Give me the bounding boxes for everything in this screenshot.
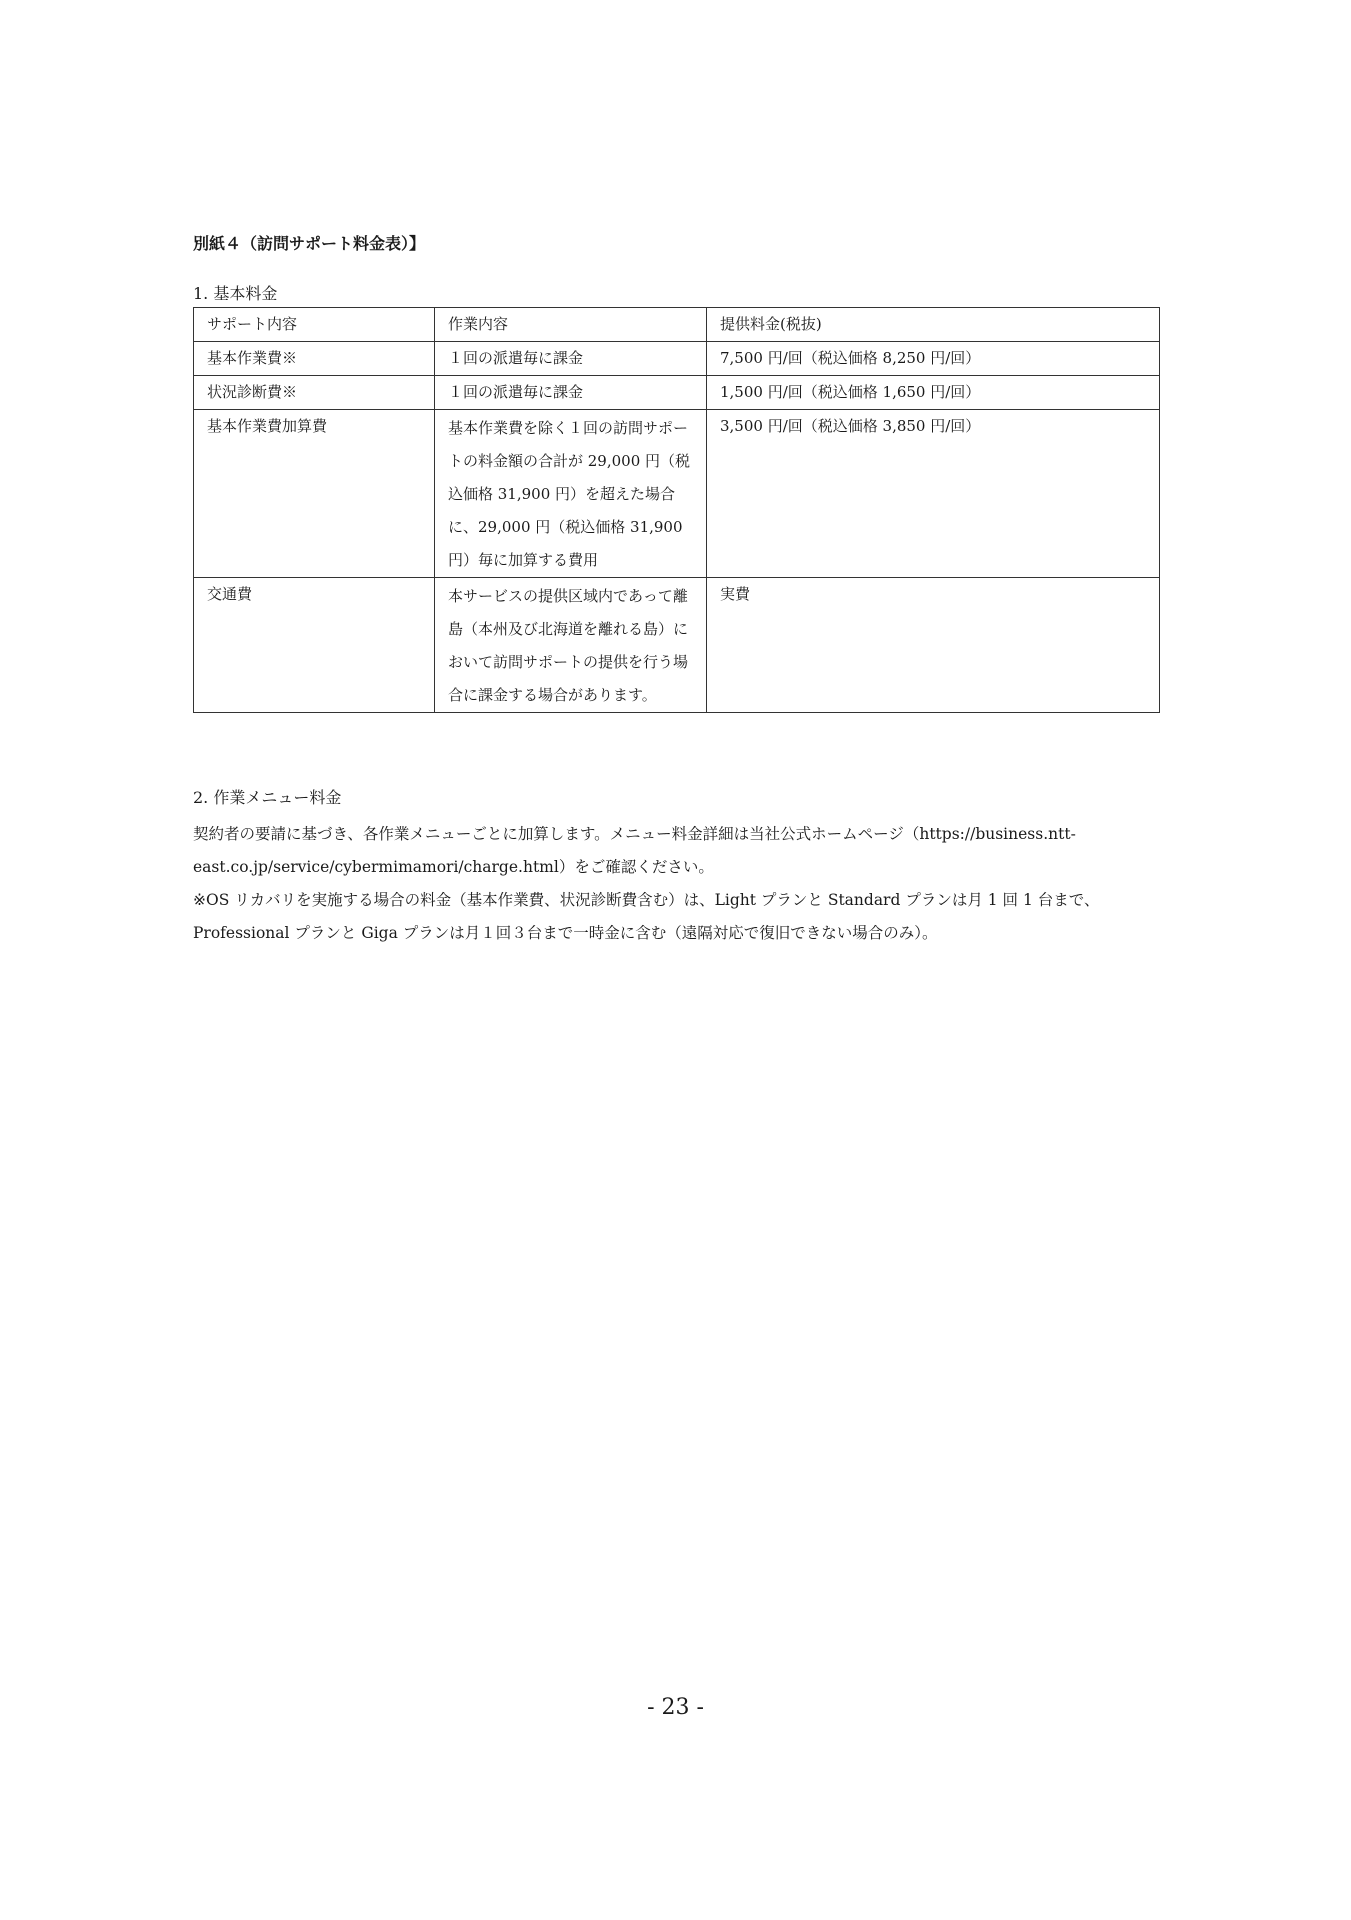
column-header-fee: 提供料金(税抜) xyxy=(707,308,1160,342)
cell-work-content: 基本作業費を除く１回の訪問サポートの料金額の合計が 29,000 円（税込価格 31,900 円）を超えた場合に、29,000 円（税込価格 31,900 円）毎に加算する費用 xyxy=(435,410,707,578)
document-heading: 別紙４（訪問サポート料金表）】 xyxy=(193,234,426,253)
table-row xyxy=(194,410,1160,578)
cell-support-item: 交通費 xyxy=(194,578,435,713)
column-header-work: 作業内容 xyxy=(435,308,707,342)
cell-support-item: 基本作業費加算費 xyxy=(194,410,435,578)
table-row xyxy=(194,578,1160,713)
table-row xyxy=(194,342,1160,376)
os-recovery-note: ※OS リカバリを実施する場合の料金（基本作業費、状況診断費含む）は、Light プランと Standard プランは月 1 回 1 台まで、Professional プランと Giga プランは月１回３台まで一時金に含む（遠隔対応で復旧できない場合のみ）。 xyxy=(193,891,1100,942)
cell-work-content: １回の派遣毎に課金 xyxy=(435,342,707,376)
section-2-body xyxy=(193,818,1159,950)
cell-fee: 実費 xyxy=(707,578,1160,713)
table-row xyxy=(194,376,1160,410)
page-number: - 23 - xyxy=(647,1695,704,1720)
cell-work-content: １回の派遣毎に課金 xyxy=(435,376,707,410)
cell-support-item: 状況診断費※ xyxy=(194,376,435,410)
section-2-title: 2. 作業メニュー料金 xyxy=(193,788,342,807)
cell-support-item: 基本作業費※ xyxy=(194,342,435,376)
column-header-support: サポート内容 xyxy=(194,308,435,342)
cell-work-content: 本サービスの提供区域内であって離島（本州及び北海道を離れる島）において訪問サポートの提供を行う場合に課金する場合があります。 xyxy=(435,578,707,713)
fee-table xyxy=(193,307,1160,713)
cell-fee: 7,500 円/回（税込価格 8,250 円/回） xyxy=(707,342,1160,376)
section-1-title: 1. 基本料金 xyxy=(193,284,278,303)
cell-fee: 1,500 円/回（税込価格 1,650 円/回） xyxy=(707,376,1160,410)
menu-fee-paragraph: 契約者の要請に基づき、各作業メニューごとに加算します。メニュー料金詳細は当社公式ホームページ（https://business.ntt-east.co.jp/service/cybermimamori/charge.html）をご確認ください。 xyxy=(193,825,1076,876)
fee-table-header-row xyxy=(194,308,1160,342)
cell-fee: 3,500 円/回（税込価格 3,850 円/回） xyxy=(707,410,1160,578)
